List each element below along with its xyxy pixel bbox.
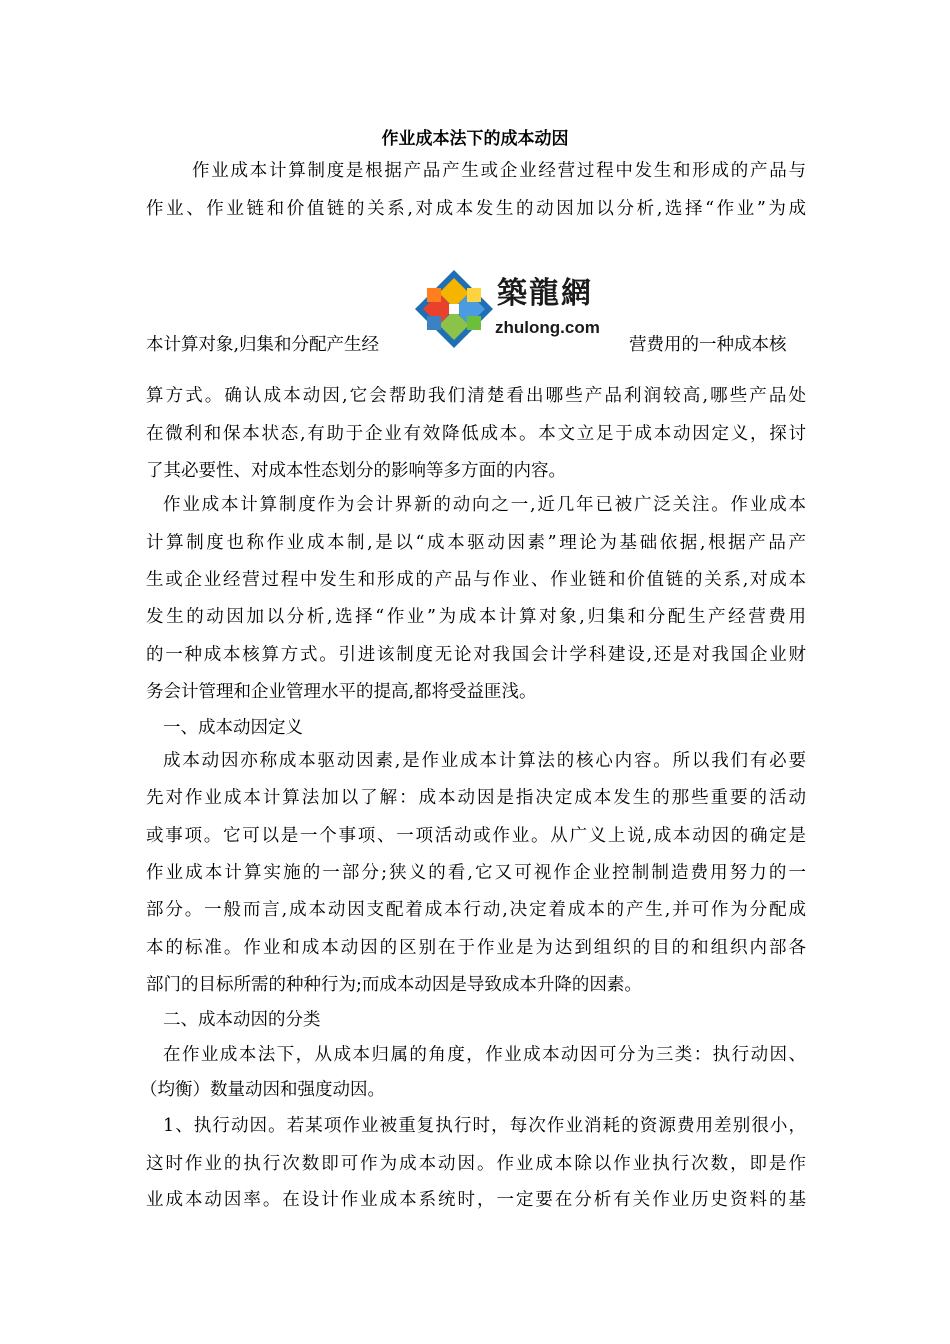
section-heading: 二、成本动因的分类 [163,1010,321,1030]
logo-name-en: zhulong.com [495,318,600,337]
text-line: 发生的动因加以分析,选择“作业”为成本计算对象,归集和分配生产经营费用 [146,607,806,627]
text-line: 在作业成本法下，从成本归属的角度，作业成本动因可分为三类：执行动因、 [163,1045,806,1065]
text-line: 营费用的一种成本核 [629,335,787,355]
text-line: 了其必要性、对成本性态划分的影响等多方面的内容。 [146,461,566,481]
text-line: 作业成本计算实施的一部分;狭义的看,它又可视作企业控制制造费用努力的一 [146,863,806,883]
text-line: 这时作业的执行次数即可作为成本动因。作业成本除以作业执行次数，即是作 [146,1154,806,1174]
text-line: 部门的目标所需的种种行为;而成本动因是导致成本升降的因素。 [146,975,642,995]
text-line: 或事项。它可以是一个事项、一项活动或作业。从广义上说,成本动因的确定是 [146,826,806,846]
zhulong-logo [413,268,627,350]
text-line: 在微利和保本状态,有助于企业有效降低成本。本文立足于成本动因定义，探讨 [146,424,806,444]
text-line: 成本动因亦称成本驱动因素,是作业成本计算法的核心内容。所以我们有必要 [163,751,806,771]
text-line: 本计算对象,归集和分配产生经 [146,335,380,355]
text-line: 生或企业经营过程中发生和形成的产品与作业、作业链和价值链的关系,对成本 [146,570,806,590]
text-line: （均衡）数量动因和强度动因。 [140,1080,385,1100]
text-line: 先对作业成本计算法加以了解：成本动因是指决定成本发生的那些重要的活动 [146,788,806,808]
text-line: 算方式。确认成本动因,它会帮助我们清楚看出哪些产品利润较高,哪些产品处 [146,386,806,406]
document-title: 作业成本法下的成本动因 [381,129,569,149]
text-line: 作业成本计算制度作为会计界新的动向之一,近几年已被广泛关注。作业成本 [163,495,806,515]
text-line: 的一种成本核算方式。引进该制度无论对我国会计学科建设,还是对我国企业财 [146,645,806,665]
text-line: 本的标准。作业和成本动因的区别在于作业是为达到组织的目的和组织内部各 [146,938,806,958]
text-line: 业成本动因率。在设计作业成本系统时，一定要在分析有关作业历史资料的基 [146,1190,806,1210]
text-line: 作业、作业链和价值链的关系,对成本发生的动因加以分析,选择“作业”为成 [146,199,806,219]
section-heading: 一、成本动因定义 [163,718,303,738]
text-line: 1、执行动因。若某项作业被重复执行时，每次作业消耗的资源费用差别很小， [163,1116,806,1136]
text-line: 务会计管理和企业管理水平的提高,都将受益匪浅。 [146,682,537,702]
logo-name-cn: 築龍網 [497,276,593,311]
text-line: 计算制度也称作业成本制,是以“成本驱动因素”理论为基础依据,根据产品产 [146,533,806,553]
text-line: 部分。一般而言,成本动因支配着成本行动,决定着成本的产生,并可作为分配成 [146,900,806,920]
text-line: 作业成本计算制度是根据产品产生或企业经营过程中发生和形成的产品与 [192,161,806,181]
zhulong-logo-icon [413,268,495,350]
